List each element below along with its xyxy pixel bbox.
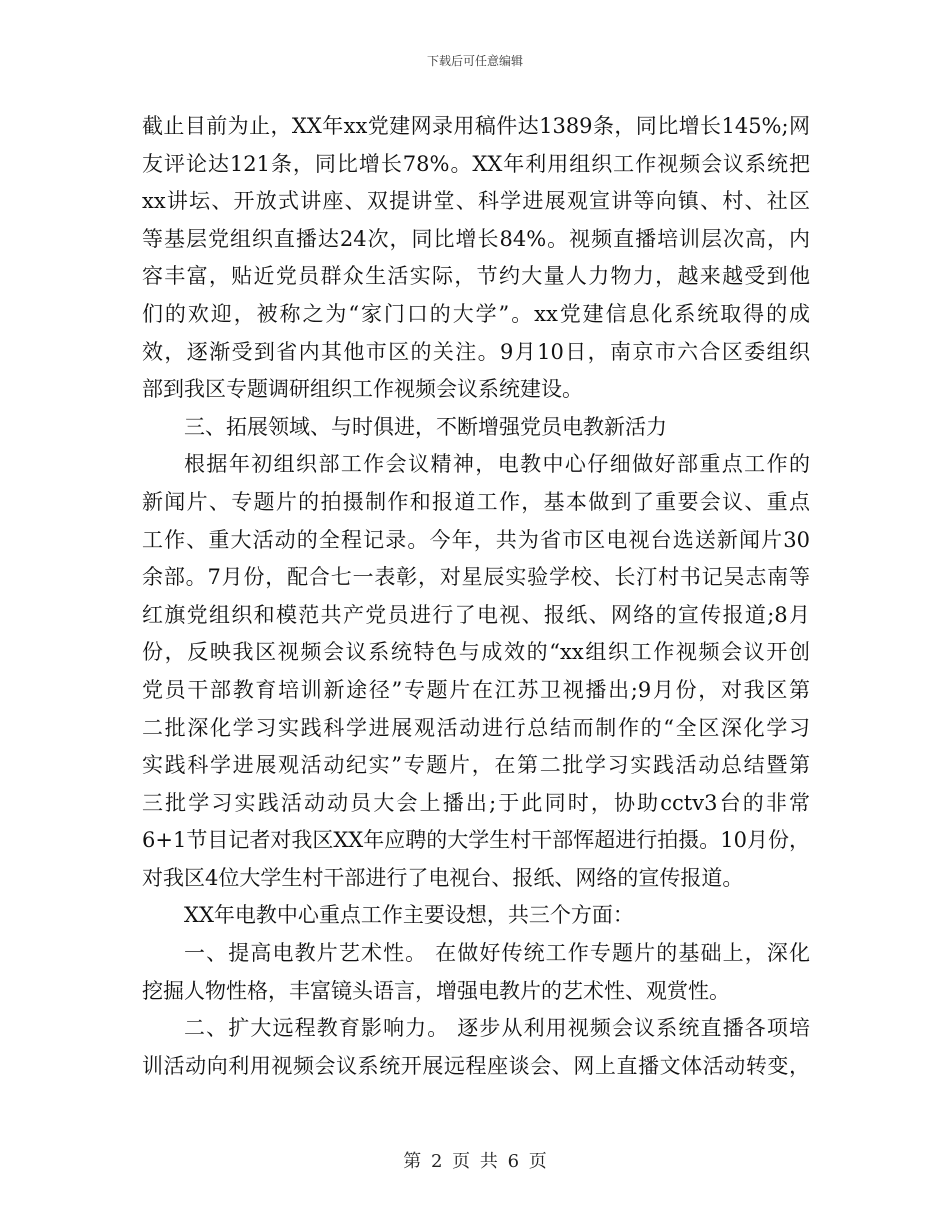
text-line: 三批学习实践活动动员大会上播出;于此同时，协助cctv3台的非常 xyxy=(142,790,810,815)
text-line: 容丰富，贴近党员群众生活实际，节约大量人力物力，越来越受到他 xyxy=(142,264,810,289)
document-body xyxy=(142,108,810,1085)
text-line: 二、扩大远程教育影响力。 逐步从利用视频会议系统直播各项培 xyxy=(184,1016,810,1041)
text-line: 训活动向利用视频会议系统开展远程座谈会、网上直播文体活动转变， xyxy=(142,1053,810,1078)
text-line: 新闻片、专题片的拍摄制作和报道工作，基本做到了重要会议、重点 xyxy=(142,489,810,514)
text-line: 根据年初组织部工作会议精神，电教中心仔细做好部重点工作的 xyxy=(184,452,810,477)
text-line: 效，逐渐受到省内其他市区的关注。9月10日，南京市六合区委组织 xyxy=(142,339,810,364)
text-line: 红旗党组织和模范共产党员进行了电视、报纸、网络的宣传报道;8月 xyxy=(142,602,810,627)
text-line: 二批深化学习实践科学进展观活动进行总结而制作的“全区深化学习 xyxy=(142,715,810,740)
text-line: 一、提高电教片艺术性。 在做好传统工作专题片的基础上，深化 xyxy=(184,941,810,966)
text-line: 挖掘人物性格，丰富镜头语言，增强电教片的艺术性、观赏性。 xyxy=(142,978,730,1003)
text-line: XX年电教中心重点工作主要设想，共三个方面： xyxy=(184,903,634,928)
text-line: 实践科学进展观活动纪实”专题片，在第二批学习实践活动总结暨第 xyxy=(142,753,810,778)
text-line: xx讲坛、开放式讲座、双提讲堂、科学进展观宣讲等向镇、村、社区 xyxy=(142,189,810,214)
text-line: 们的欢迎，被称之为“家门口的大学”。xx党建信息化系统取得的成 xyxy=(142,301,810,326)
text-line: 友评论达121条，同比增长78%。XX年利用组织工作视频会议系统把 xyxy=(142,151,810,176)
text-line: 截止目前为止，XX年xx党建网录用稿件达1389条，同比增长145%;网 xyxy=(142,114,810,138)
text-line: 工作、重大活动的全程记录。今年，共为省市区电视台选送新闻片30 xyxy=(142,527,810,552)
page-header: 下载后可任意编辑 xyxy=(426,54,523,68)
page-number: 第 2 页 共 6 页 xyxy=(403,1151,547,1172)
text-line: 对我区4位大学生村干部进行了电视台、报纸、网络的宣传报道。 xyxy=(142,865,744,890)
text-line: 等基层党组织直播达24次，同比增长84%。视频直播培训层次高，内 xyxy=(142,226,810,251)
text-line: 部到我区专题调研组织工作视频会议系统建设。 xyxy=(142,377,583,402)
text-line: 份，反映我区视频会议系统特色与成效的“xx组织工作视频会议开创 xyxy=(142,640,810,665)
text-line: 党员干部教育培训新途径”专题片在江苏卫视播出;9月份，对我区第 xyxy=(142,677,810,702)
text-line: 6+1节目记者对我区XX年应聘的大学生村干部恽超进行拍摄。10月份， xyxy=(142,828,810,853)
section-heading: 三、拓展领域、与时俱进，不断增强党员电教新活力 xyxy=(184,414,667,439)
text-line: 余部。7月份，配合七一表彰，对星辰实验学校、长汀村书记吴志南等 xyxy=(142,565,810,590)
